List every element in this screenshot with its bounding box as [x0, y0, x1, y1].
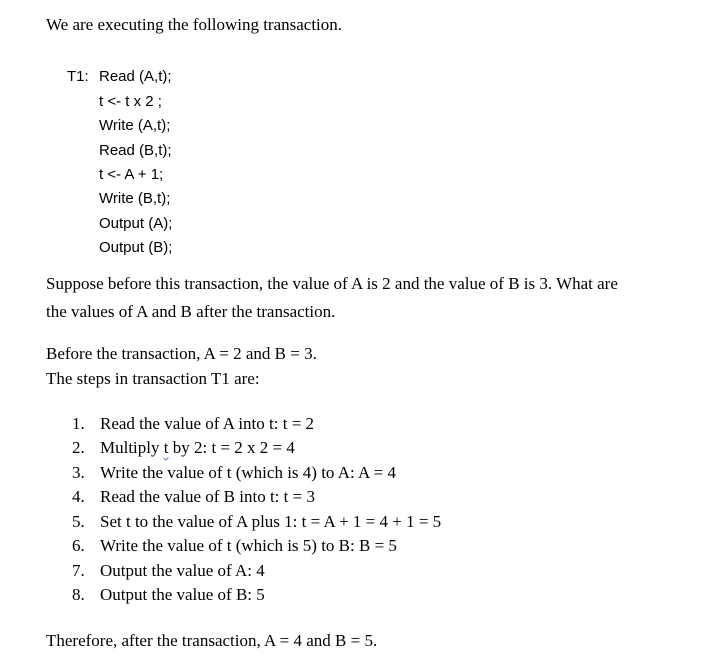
step-number: 8. — [72, 585, 85, 604]
code-line: Read (B,t); — [99, 142, 172, 159]
step-number: 2. — [72, 438, 85, 457]
step-text: Output the value of B: 5 — [100, 585, 265, 604]
step-text-start: Multiply — [100, 438, 164, 457]
before-text: Before the transaction, A = 2 and B = 3. — [46, 344, 317, 363]
code-line: t <- t x 2 ; — [99, 93, 162, 110]
spellcheck-marked-word: t — [163, 438, 169, 457]
step-number: 7. — [72, 561, 85, 580]
step-text: Write the value of t (which is 4) to A: A = 4 — [100, 463, 396, 482]
question-line-1: Suppose before this transaction, the value of A is 2 and the value of B is 3. What are — [46, 274, 618, 293]
intro-text: We are executing the following transaction. — [46, 15, 343, 34]
step-number: 4. — [72, 487, 85, 506]
step-text: Output the value of A: 4 — [100, 561, 265, 580]
step-text: Write the value of t (which is 5) to B: B = 5 — [100, 536, 397, 555]
code-line: t <- A + 1; — [99, 166, 164, 183]
step-text — [100, 438, 295, 458]
question-line-2: the values of A and B after the transaction. — [46, 302, 336, 321]
step-number: 3. — [72, 463, 85, 482]
step-text: Read the value of B into t: t = 3 — [100, 487, 315, 506]
step-text-end: by 2: t = 2 x 2 = 4 — [168, 438, 295, 457]
steps-intro: The steps in transaction T1 are: — [46, 369, 260, 388]
step-text: Set t to the value of A plus 1: t = A + 1 = 4 + 1 = 5 — [100, 512, 442, 531]
step-number: 5. — [72, 512, 85, 531]
transaction-label: T1: — [67, 68, 89, 85]
code-line: Output (A); — [99, 215, 173, 232]
code-line: Output (B); — [99, 239, 173, 256]
code-line: Read (A,t); — [99, 68, 172, 85]
step-number: 6. — [72, 536, 85, 555]
code-line: Write (B,t); — [99, 190, 171, 207]
step-text: Read the value of A into t: t = 2 — [100, 414, 315, 433]
step-number: 1. — [72, 414, 85, 433]
code-line: Write (A,t); — [99, 117, 171, 134]
conclusion-text: Therefore, after the transaction, A = 4 and B = 5. — [46, 631, 378, 650]
